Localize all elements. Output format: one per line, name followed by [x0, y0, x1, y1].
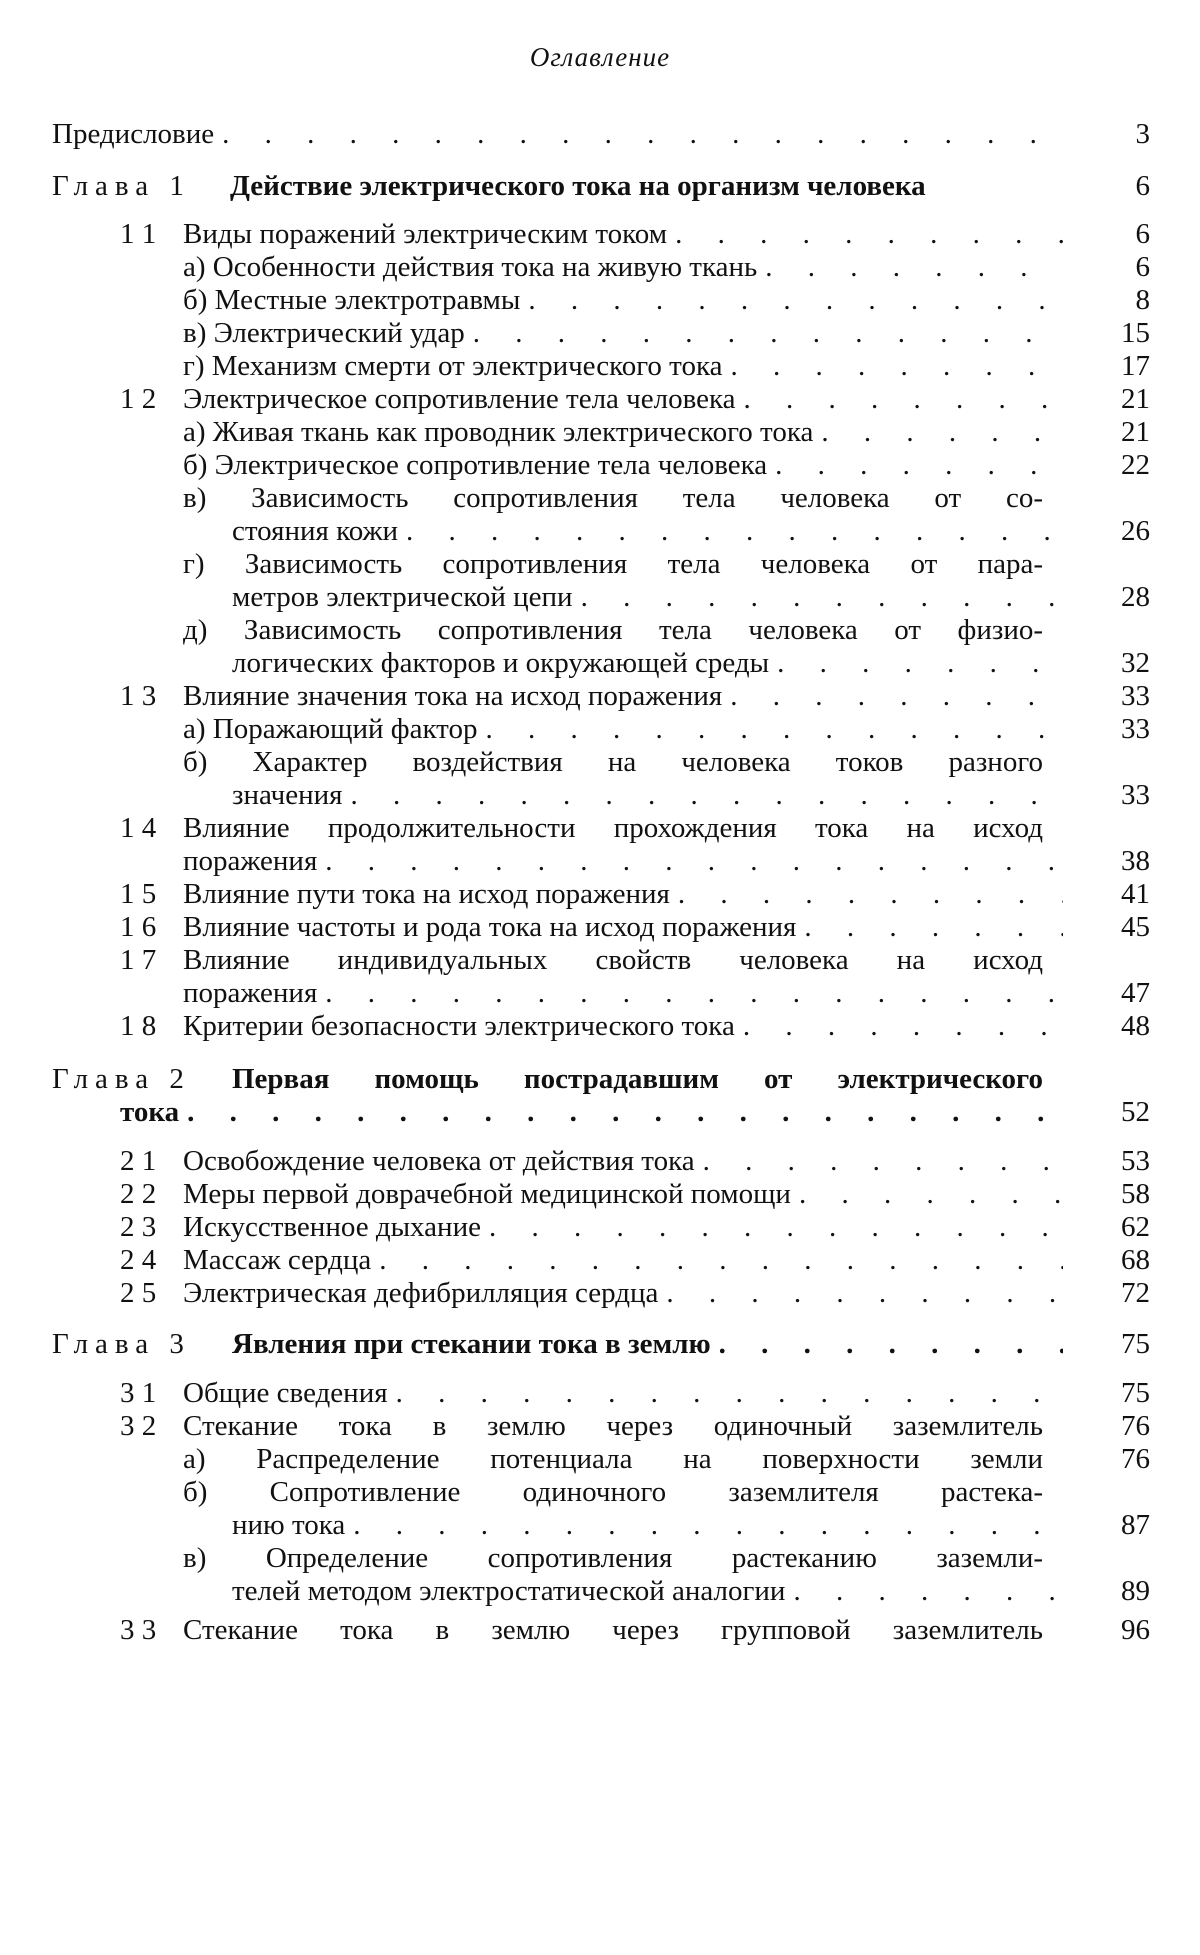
section-number: 3 1: [120, 1377, 157, 1409]
page-number: 76: [1121, 1443, 1150, 1475]
page-number: 33: [1121, 713, 1150, 745]
page-number: 75: [1121, 1328, 1150, 1360]
toc-entry[interactable]: а) Особенности действия тока на живую ткань . . .: [183, 251, 1063, 284]
toc-entry-cont[interactable]: телей методом электростатической аналогии . . .: [232, 1575, 1063, 1608]
toc-entry[interactable]: д) Зависимость сопротивления тела человека от физио-: [183, 614, 1043, 646]
page-number: 68: [1121, 1244, 1150, 1276]
page-number: 33: [1121, 680, 1150, 712]
page-number: 76: [1121, 1410, 1150, 1442]
page-number: 28: [1121, 581, 1150, 613]
page-number: 15: [1121, 317, 1150, 349]
toc-entry[interactable]: а) Живая ткань как проводник электрического тока . . .: [183, 416, 1063, 449]
toc-entry[interactable]: б) Сопротивление одиночного заземлителя растека-: [183, 1476, 1043, 1508]
toc-entry[interactable]: б) Электрическое сопротивление тела человека . . .: [183, 449, 1063, 482]
section-number: 1 6: [120, 911, 157, 943]
page-number: 17: [1121, 350, 1150, 382]
toc-entry-cont[interactable]: логических факторов и окружающей среды . . .: [232, 647, 1063, 680]
section-number: 2 2: [120, 1178, 157, 1210]
page-number: 6: [1135, 218, 1150, 250]
toc-entry[interactable]: б) Местные электротравмы . . .: [183, 284, 1063, 317]
toc-entry[interactable]: в) Зависимость сопротивления тела человека от со-: [183, 482, 1043, 514]
toc-entry[interactable]: Стекание тока в землю через групповой заземлитель: [183, 1614, 1043, 1646]
page-number: 6: [1135, 170, 1150, 202]
page-number: 45: [1121, 911, 1150, 943]
section-number: 2 4: [120, 1244, 157, 1276]
toc-entry[interactable]: Влияние частоты и рода тока на исход поражения . . .: [183, 911, 1063, 944]
chapter-label: Глава 1: [52, 170, 191, 202]
toc-entry-cont[interactable]: стояния кожи . . .: [232, 515, 1063, 548]
page-number: 33: [1121, 779, 1150, 811]
section-number: 1 5: [120, 878, 157, 910]
page-number: 96: [1121, 1614, 1150, 1646]
section-number: 1 1: [120, 218, 157, 250]
page-number: 89: [1121, 1575, 1150, 1607]
toc-entry-cont[interactable]: значения . . .: [232, 779, 1063, 812]
section-number: 2 5: [120, 1277, 157, 1309]
chapter-title[interactable]: Действие электрического тока на организм человека: [230, 170, 926, 202]
page-number: 53: [1121, 1145, 1150, 1177]
page-number: 47: [1121, 977, 1150, 1009]
toc-entry-cont[interactable]: поражения . . .: [183, 845, 1063, 878]
page-number: 75: [1121, 1377, 1150, 1409]
toc-entry-cont[interactable]: поражения . . .: [183, 977, 1063, 1010]
section-number: 2 3: [120, 1211, 157, 1243]
toc-entry[interactable]: Влияние значения тока на исход поражения . . .: [183, 680, 1063, 713]
toc-entry[interactable]: в) Электрический удар . . .: [183, 317, 1063, 350]
page-number: 48: [1121, 1010, 1150, 1042]
toc-entry[interactable]: Меры первой доврачебной медицинской помощи . . .: [183, 1178, 1063, 1211]
toc-entry[interactable]: г) Механизм смерти от электрического тока . . .: [183, 350, 1063, 383]
toc-entry[interactable]: Влияние продолжительности прохождения тока на исход: [183, 812, 1043, 844]
toc-entry[interactable]: а) Распределение потенциала на поверхности земли: [183, 1443, 1043, 1475]
chapter-label: Глава 2: [52, 1063, 191, 1095]
chapter-title[interactable]: Первая помощь пострадавшим от электрического: [232, 1063, 1043, 1095]
toc-entry[interactable]: Искусственное дыхание . . .: [183, 1211, 1063, 1244]
toc-entry-cont[interactable]: метров электрической цепи . . .: [232, 581, 1063, 614]
page-number: 87: [1121, 1509, 1150, 1541]
page-number: 21: [1121, 416, 1150, 448]
page-number: 3: [1135, 118, 1150, 150]
toc-entry[interactable]: Электрическая дефибрилляция сердца . . .: [183, 1277, 1063, 1310]
page-number: 26: [1121, 515, 1150, 547]
toc-entry[interactable]: Стекание тока в землю через одиночный заземлитель: [183, 1410, 1043, 1442]
page-number: 22: [1121, 449, 1150, 481]
section-number: 1 8: [120, 1010, 157, 1042]
page-number: 72: [1121, 1277, 1150, 1309]
section-number: 1 3: [120, 680, 157, 712]
page-number: 58: [1121, 1178, 1150, 1210]
toc-entry[interactable]: Влияние пути тока на исход поражения . . .: [183, 878, 1063, 911]
page-number: 38: [1121, 845, 1150, 877]
toc-entry-foreword[interactable]: Предисловие . . .: [52, 118, 1062, 151]
toc-entry[interactable]: Влияние индивидуальных свойств человека на исход: [183, 944, 1043, 976]
chapter-title[interactable]: Явления при стекании тока в землю . . .: [232, 1328, 1063, 1361]
page-number: 8: [1135, 284, 1150, 316]
toc-entry[interactable]: Освобождение человека от действия тока . . .: [183, 1145, 1063, 1178]
toc-entry[interactable]: г) Зависимость сопротивления тела человека от пара-: [183, 548, 1043, 580]
page-number: 52: [1121, 1096, 1150, 1128]
page-number: 21: [1121, 383, 1150, 415]
toc-entry[interactable]: а) Поражающий фактор . . .: [183, 713, 1063, 746]
toc-entry[interactable]: Виды поражений электрическим током . . .: [183, 218, 1063, 251]
section-number: 3 3: [120, 1614, 157, 1646]
toc-entry-cont[interactable]: нию тока . . .: [232, 1509, 1063, 1542]
chapter-title-cont[interactable]: тока . . .: [120, 1096, 1063, 1129]
page-number: 41: [1121, 878, 1150, 910]
section-number: 1 2: [120, 383, 157, 415]
toc-entry[interactable]: Общие сведения . . .: [183, 1377, 1063, 1410]
page-title: Оглавление: [529, 42, 671, 72]
toc-entry[interactable]: б) Характер воздействия на человека токов разного: [183, 746, 1043, 778]
page-number: 32: [1121, 647, 1150, 679]
section-number: 1 4: [120, 812, 157, 844]
section-number: 1 7: [120, 944, 157, 976]
section-number: 2 1: [120, 1145, 157, 1177]
toc-entry[interactable]: Электрическое сопротивление тела человека . . .: [183, 383, 1063, 416]
toc-entry[interactable]: Массаж сердца . . .: [183, 1244, 1063, 1277]
toc-entry[interactable]: в) Определение сопротивления растеканию заземли-: [183, 1542, 1043, 1574]
section-number: 3 2: [120, 1410, 157, 1442]
page-number: 6: [1135, 251, 1150, 283]
page-number: 62: [1121, 1211, 1150, 1243]
toc-entry[interactable]: Критерии безопасности электрического тока . . .: [183, 1010, 1063, 1043]
chapter-label: Глава 3: [52, 1328, 191, 1360]
